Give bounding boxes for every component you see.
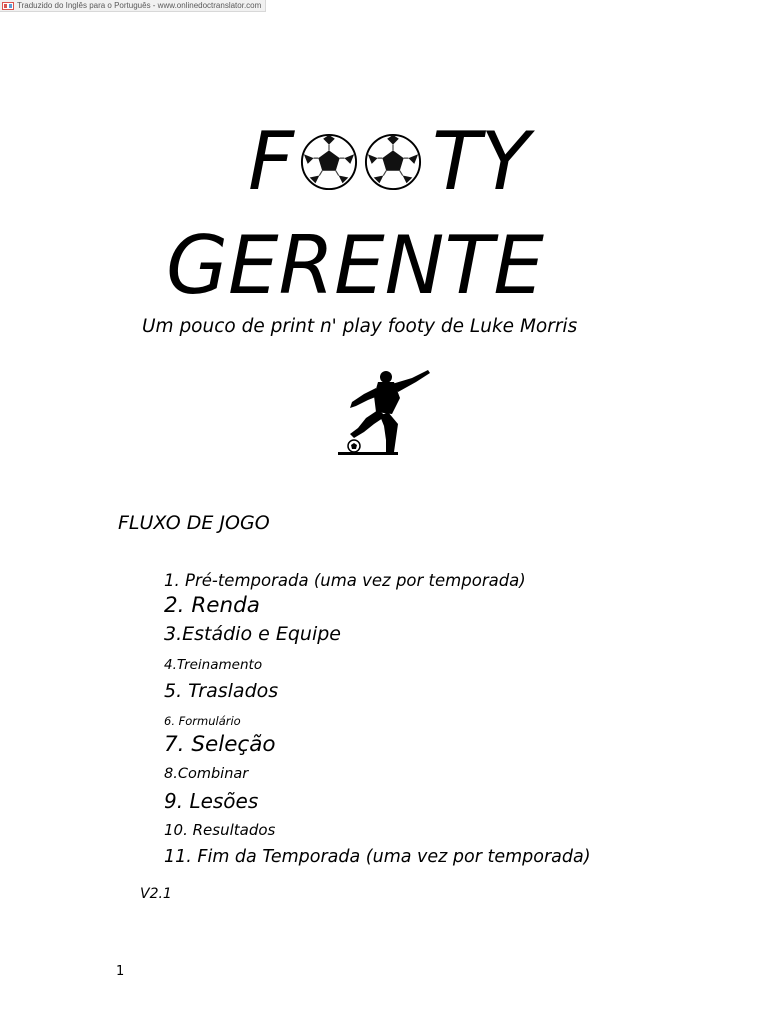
subtitle: Um pouco de print n' play footy de Luke Morris bbox=[142, 316, 578, 337]
soccer-ball-icon bbox=[300, 133, 358, 191]
translation-banner-text: Traduzido do Inglês para o Português - www.onlinedoctranslator.com bbox=[17, 1, 262, 10]
flow-item-selection: 7. Seleção bbox=[164, 732, 276, 757]
title-letters-ty: TY bbox=[432, 115, 530, 208]
flow-item-preseason: 1. Pré-temporada (uma vez por temporada) bbox=[164, 571, 526, 590]
translator-logo-icon bbox=[2, 2, 14, 10]
translation-banner[interactable] bbox=[0, 0, 266, 12]
version-label: V2.1 bbox=[140, 886, 172, 902]
flow-item-form: 6. Formulário bbox=[164, 714, 241, 728]
game-flow-heading: FLUXO DE JOGO bbox=[118, 512, 270, 534]
soccer-ball-icon bbox=[364, 133, 422, 191]
flow-item-season-end: 11. Fim da Temporada (uma vez por temporada) bbox=[164, 847, 591, 867]
flow-item-transfers: 5. Traslados bbox=[164, 680, 279, 702]
flow-item-results: 10. Resultados bbox=[164, 821, 276, 839]
flow-item-training: 4.Treinamento bbox=[164, 657, 263, 673]
title-gerente: GERENTE bbox=[166, 219, 544, 312]
flow-item-match: 8.Combinar bbox=[164, 766, 249, 782]
title-letter-f: F bbox=[248, 115, 295, 208]
flow-item-stadium-staff: 3.Estádio e Equipe bbox=[164, 623, 341, 645]
page-number: 1 bbox=[116, 964, 125, 979]
footballer-silhouette-icon bbox=[336, 368, 432, 458]
flow-item-injuries: 9. Lesões bbox=[164, 789, 259, 813]
flow-item-income: 2. Renda bbox=[164, 593, 260, 618]
